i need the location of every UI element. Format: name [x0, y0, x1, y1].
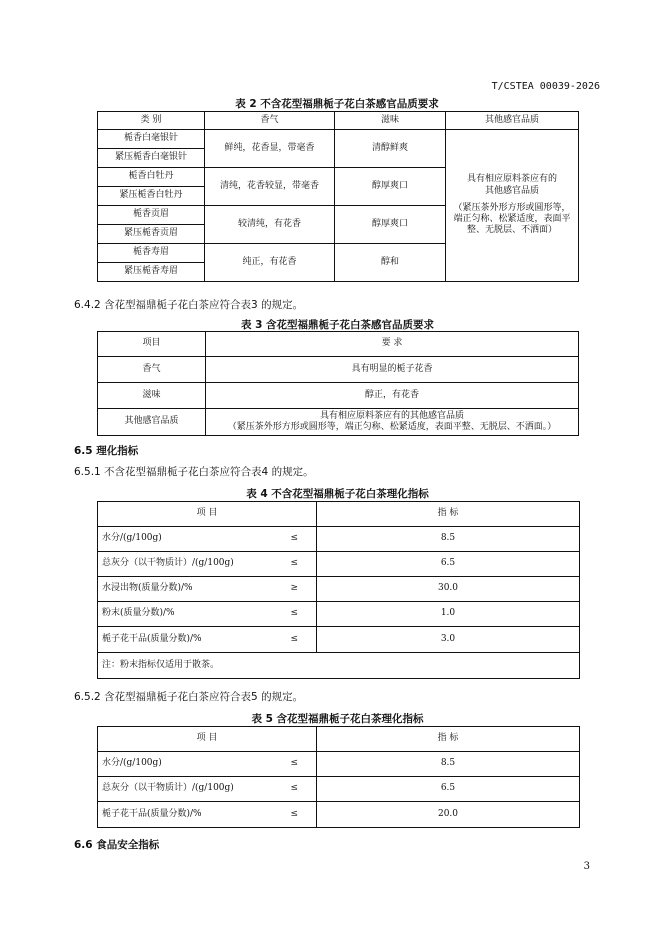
table2-category: 栀香寿眉	[98, 244, 205, 263]
table4-item: 总灰分（以干物质计）/(g/100g)	[98, 552, 273, 577]
section-6-5: 6.5 理化指标	[74, 445, 139, 457]
table5-item: 水分/(g/100g)	[98, 752, 273, 777]
table3-requirement-line2: （紧压茶外形方形或圆形等，端正匀称、松紧适度，表面平整、无脱层、不洒面。）	[227, 422, 557, 432]
table4-item: 水分/(g/100g)	[98, 527, 273, 552]
table2-category: 栀香白牡丹	[98, 168, 205, 187]
table4-operator: ≤	[273, 602, 317, 627]
table4	[97, 501, 580, 679]
table5-value: 20.0	[317, 802, 580, 828]
section-6-6: 6.6 食品安全指标	[74, 839, 160, 851]
table2-aroma: 清纯，花香较显，带毫香	[205, 168, 335, 206]
table5-value: 8.5	[317, 752, 580, 777]
table4-value: 3.0	[317, 627, 580, 653]
table2-aroma: 较清纯，有花香	[205, 206, 335, 244]
section-6-5-1: 6.5.1 不含花型福鼎栀子花白茶应符合表4 的规定。	[74, 466, 314, 478]
table3-item: 滋味	[98, 383, 206, 409]
table5	[97, 726, 580, 828]
table2-other-line3: （紧压茶外形方形或圆形等，端正匀称、松紧适度，表面平整、无脱层、不洒面）	[453, 202, 571, 236]
table5-value: 6.5	[317, 777, 580, 802]
table5-item: 栀子花干品(质量分数)/%	[98, 802, 273, 828]
table2-header-other: 其他感官品质	[446, 112, 579, 130]
table2-category: 紧压栀香白毫银针	[98, 149, 205, 168]
table4-operator: ≤	[273, 552, 317, 577]
table4-note: 注：粉末指标仅适用于散茶。	[98, 653, 580, 679]
table2-header-category: 类 别	[98, 112, 205, 130]
table5-operator: ≤	[273, 752, 317, 777]
table2	[97, 111, 579, 282]
table3-requirement: 具有明显的栀子花香	[206, 357, 579, 383]
table2-taste: 清醇鲜爽	[335, 130, 446, 168]
table2-aroma: 纯正，有花香	[205, 244, 335, 282]
section-6-5-2: 6.5.2 含花型福鼎栀子花白茶应符合表5 的规定。	[74, 691, 304, 703]
table2-other-quality	[446, 130, 579, 282]
table2-caption: 表 2 不含花型福鼎栀子花白茶感官品质要求	[235, 98, 439, 110]
table5-header-value: 指 标	[317, 727, 580, 752]
table4-operator: ≤	[273, 527, 317, 552]
table2-category: 栀香白毫银针	[98, 130, 205, 149]
table2-category: 紧压栀香白牡丹	[98, 187, 205, 206]
table4-item: 水浸出物(质量分数)/%	[98, 577, 273, 602]
table2-header-aroma: 香气	[205, 112, 335, 130]
table2-aroma: 鲜纯，花香显，带毫香	[205, 130, 335, 168]
table4-value: 1.0	[317, 602, 580, 627]
table5-header-item: 项 目	[98, 727, 317, 752]
table2-taste: 醇和	[335, 244, 446, 282]
table3-item: 其他感官品质	[98, 409, 206, 436]
table4-operator: ≥	[273, 577, 317, 602]
page-number: 3	[583, 861, 590, 872]
table3-requirement: 醇正，有花香	[206, 383, 579, 409]
table4-item: 粉末(质量分数)/%	[98, 602, 273, 627]
table3-caption: 表 3 含花型福鼎栀子花白茶感官品质要求	[240, 319, 435, 331]
table5-caption: 表 5 含花型福鼎栀子花白茶理化指标	[251, 713, 424, 725]
table2-taste: 醇厚爽口	[335, 168, 446, 206]
table3-requirement	[206, 409, 579, 436]
table2-other-line2: 其他感官品质	[484, 185, 539, 196]
table3-requirement-line1: 具有相应原料茶应有的其他感官品质	[319, 410, 464, 421]
table4-header-value: 指 标	[317, 502, 580, 527]
document-id: T/CSTEA 00039-2026	[491, 81, 600, 92]
table4-header-item: 项 目	[98, 502, 317, 527]
table5-operator: ≤	[273, 802, 317, 828]
table2-other-line1: 具有相应原料茶应有的	[466, 174, 557, 185]
table5-item: 总灰分（以干物质计）/(g/100g)	[98, 777, 273, 802]
table4-caption: 表 4 不含花型福鼎栀子花白茶理化指标	[246, 488, 429, 500]
table3-header-item: 项目	[98, 332, 206, 357]
table5-operator: ≤	[273, 777, 317, 802]
table4-value: 30.0	[317, 577, 580, 602]
table3-item: 香气	[98, 357, 206, 383]
table4-item: 栀子花干品(质量分数)/%	[98, 627, 273, 653]
table4-value: 8.5	[317, 527, 580, 552]
table4-operator: ≤	[273, 627, 317, 653]
table2-category: 栀香贡眉	[98, 206, 205, 225]
table2-header-taste: 滋味	[335, 112, 446, 130]
table3-header-requirement: 要 求	[206, 332, 579, 357]
table3	[97, 331, 579, 436]
table2-category: 紧压栀香贡眉	[98, 225, 205, 244]
table2-category: 紧压栀香寿眉	[98, 263, 205, 282]
table4-value: 6.5	[317, 552, 580, 577]
section-6-4-2: 6.4.2 含花型福鼎栀子花白茶应符合表3 的规定。	[74, 299, 304, 311]
table2-taste: 醇厚爽口	[335, 206, 446, 244]
